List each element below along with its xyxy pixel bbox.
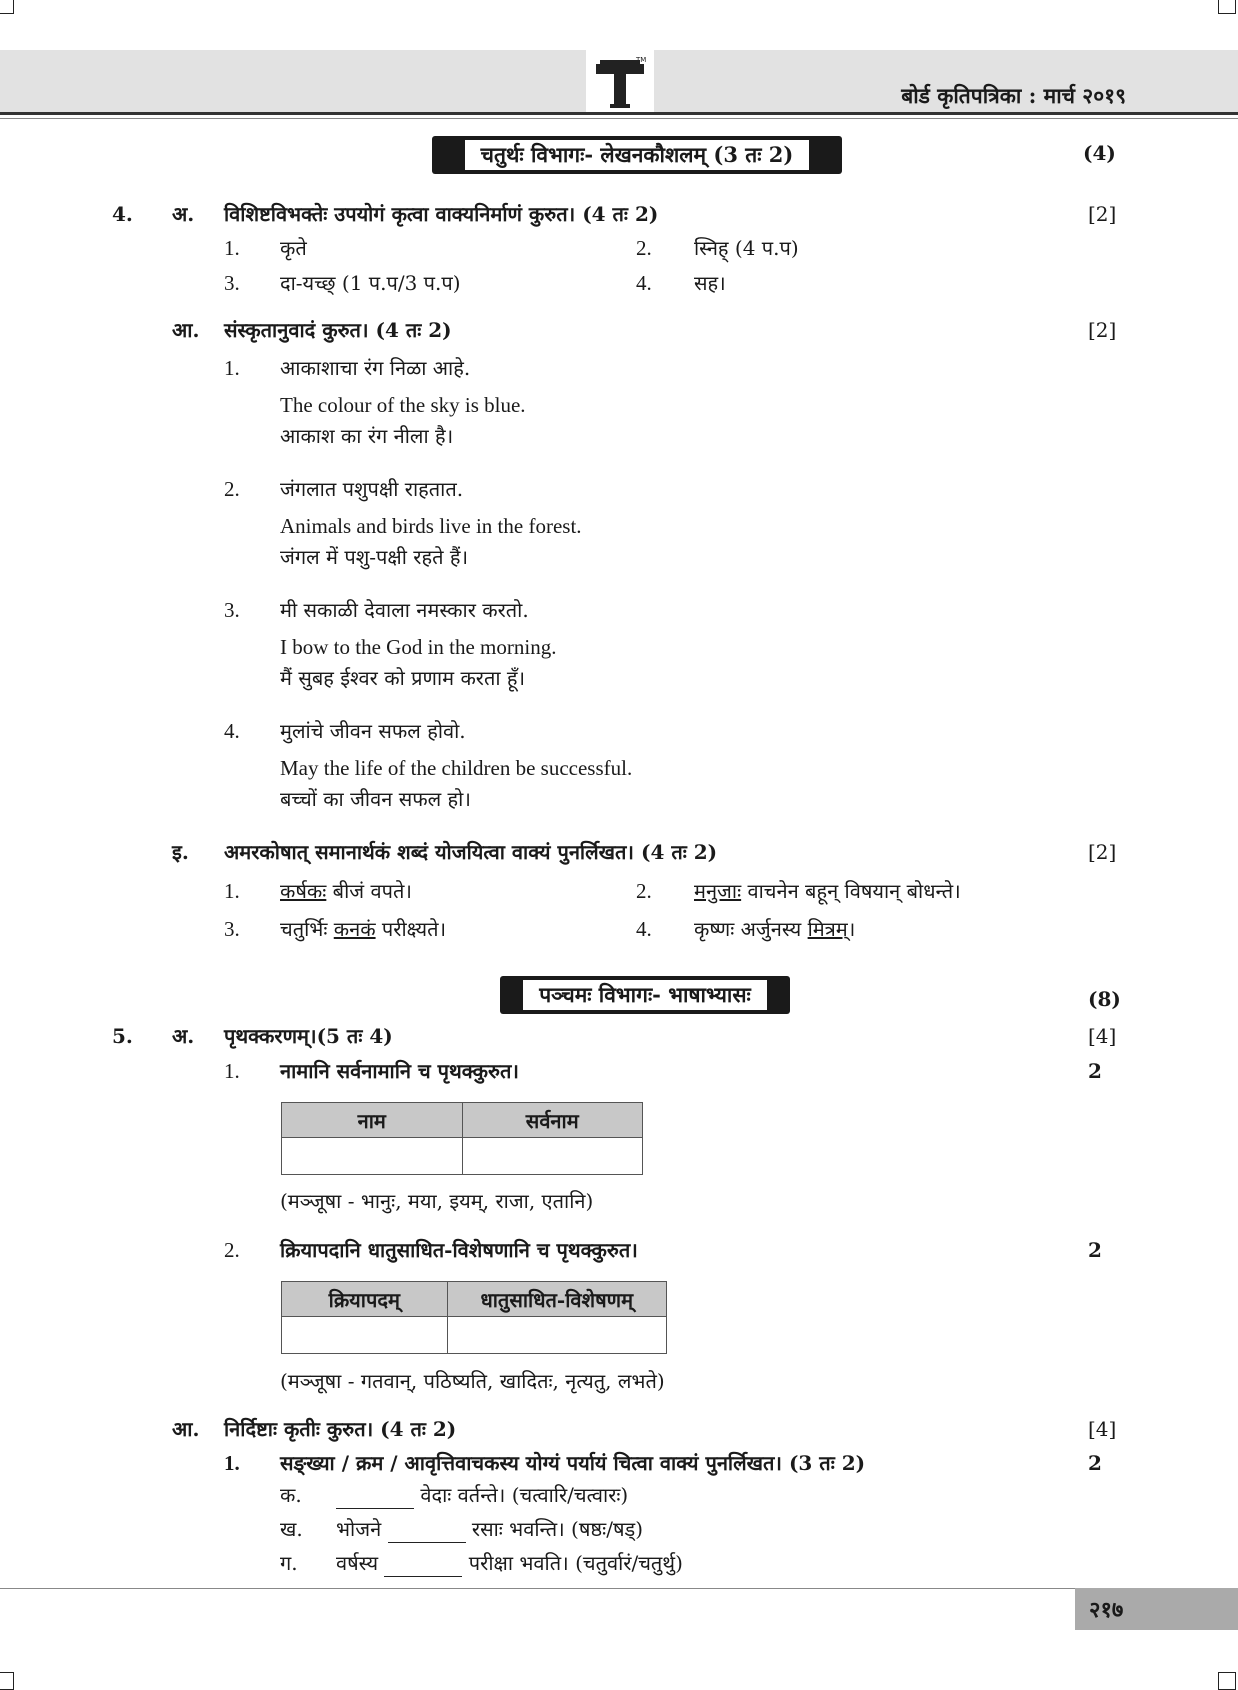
item-text: चतुर्भिः कनकं परीक्ष्यते। bbox=[280, 917, 447, 941]
word-box: (मञ्जूषा - गतवान्, पठिष्यति, खादितः, नृत्यतु, लभते) bbox=[280, 1369, 665, 1393]
item-number: 1. bbox=[224, 1059, 240, 1083]
item-title: क्रियापदानि धातुसाधित-विशेषणानि च पृथक्कुरुत। bbox=[280, 1238, 638, 1262]
item-marks: 2 bbox=[1088, 1238, 1102, 1262]
subquestion-label: अ. bbox=[172, 202, 195, 226]
item-number: 1. bbox=[224, 236, 240, 260]
publisher-logo bbox=[586, 50, 654, 112]
crop-mark bbox=[1218, 0, 1236, 14]
item-number: 1. bbox=[224, 879, 240, 903]
logo-t-icon bbox=[586, 50, 654, 112]
footer-rule bbox=[0, 1588, 1238, 1589]
page-number: २१७ bbox=[1075, 1588, 1238, 1630]
underlined-word: कर्षकः bbox=[280, 879, 327, 903]
item-number: 2. bbox=[636, 879, 652, 903]
subquestion-label: आ. bbox=[172, 318, 200, 342]
item-title: सङ्ख्या / क्रम / आवृत्तिवाचकस्य योग्यं पर्यायं चित्वा वाक्यं पुनर्लिखत। (3 तः 2) bbox=[280, 1451, 866, 1475]
item-text: कर्षकः बीजं वपते। bbox=[280, 879, 412, 903]
section-banner-label: पञ्चमः विभागः- भाषाभ्यासः bbox=[522, 979, 768, 1011]
hindi-translation: बच्चों का जीवन सफल हो। bbox=[280, 787, 471, 811]
english-translation: Animals and birds live in the forest. bbox=[280, 514, 582, 538]
subquestion-label: इ. bbox=[172, 840, 189, 864]
fill-sentence: वेदाः वर्तन्ते। (चत्वारि/चत्वारः) bbox=[336, 1482, 628, 1509]
english-translation: I bow to the God in the morning. bbox=[280, 635, 557, 659]
word-box: (मञ्जूषा - भानुः, मया, इयम्, राजा, एतानि) bbox=[280, 1189, 594, 1213]
hindi-translation: जंगल में पशु-पक्षी रहते हैं। bbox=[280, 545, 469, 569]
subquestion-title: संस्कृतानुवादं कुरुत। (4 तः 2) bbox=[224, 318, 452, 342]
item-marks: 2 bbox=[1088, 1059, 1102, 1083]
item-number: 1. bbox=[224, 1451, 240, 1475]
item-text: मनुजाः वाचनेन बहून् विषयान् बोधन्ते। bbox=[694, 879, 961, 903]
crop-mark bbox=[0, 0, 14, 14]
question-marks: [2] bbox=[1088, 202, 1117, 226]
subquestion-title: अमरकोषात् समानार्थकं शब्दं योजयित्वा वाक्यं पुनर्लिखत। (4 तः 2) bbox=[224, 840, 718, 864]
page-header-title: बोर्ड कृतिपत्रिका : मार्च २०१९ bbox=[901, 83, 1126, 108]
hindi-translation: आकाश का रंग नीला है। bbox=[280, 424, 454, 448]
item-number: 4. bbox=[636, 271, 652, 295]
answer-cell[interactable] bbox=[447, 1317, 666, 1354]
svg-text:TM: TM bbox=[636, 56, 647, 64]
subquestion-title: विशिष्टविभक्तेः उपयोगं कृत्वा वाक्यनिर्माणं कुरुत। (4 तः 2) bbox=[224, 202, 659, 226]
item-number: 2. bbox=[224, 477, 240, 501]
blank-slot[interactable] bbox=[384, 1550, 462, 1577]
subquestion-title: निर्दिष्टाः कृतीः कुरुत। (4 तः 2) bbox=[224, 1417, 457, 1441]
item-marks: 2 bbox=[1088, 1451, 1102, 1475]
marathi-sentence: जंगलात पशुपक्षी राहतात. bbox=[280, 477, 464, 501]
answer-cell[interactable] bbox=[282, 1317, 448, 1354]
hindi-translation: मैं सुबह ईश्वर को प्रणाम करता हूँ। bbox=[280, 666, 526, 690]
fill-label: ग. bbox=[280, 1551, 298, 1575]
crop-mark bbox=[1218, 1672, 1236, 1690]
item-number: 3. bbox=[224, 917, 240, 941]
header-rule bbox=[0, 112, 1238, 115]
fill-sentence: भोजने रसाः भवन्ति। (षष्ठः/षड्) bbox=[336, 1517, 644, 1541]
answer-cell[interactable] bbox=[282, 1138, 463, 1175]
item-text: दा-यच्छ् (1 प.प/3 प.प) bbox=[280, 271, 461, 295]
subquestion-label: आ. bbox=[172, 1417, 200, 1441]
table-header: क्रियापदम् bbox=[282, 1282, 448, 1317]
item-text: कृष्णः अर्जुनस्य मित्रम्। bbox=[694, 917, 856, 941]
english-translation: May the life of the children be successful. bbox=[280, 756, 633, 780]
marathi-sentence: आकाशाचा रंग निळा आहे. bbox=[280, 356, 471, 380]
item-number: 3. bbox=[224, 271, 240, 295]
item-text: सह। bbox=[694, 271, 726, 295]
section-marks: (8) bbox=[1088, 987, 1121, 1011]
table-header: धातुसाधित-विशेषणम् bbox=[447, 1282, 666, 1317]
fill-sentence: वर्षस्य परीक्षा भवति। (चतुर्वारं/चतुर्थु) bbox=[336, 1551, 683, 1575]
item-number: 2. bbox=[224, 1238, 240, 1262]
marathi-sentence: मी सकाळी देवाला नमस्कार करतो. bbox=[280, 598, 529, 622]
item-number: 1. bbox=[224, 356, 240, 380]
item-number: 4. bbox=[636, 917, 652, 941]
table-header: सर्वनाम bbox=[462, 1103, 643, 1138]
subquestion-title: पृथक्करणम्।(5 तः 4) bbox=[224, 1024, 393, 1048]
question-marks: [4] bbox=[1088, 1024, 1117, 1048]
question-number: 5. bbox=[112, 1024, 133, 1048]
marathi-sentence: मुलांचे जीवन सफल होवो. bbox=[280, 719, 466, 743]
item-text: कृते bbox=[280, 236, 307, 260]
underlined-word: कनकं bbox=[333, 917, 376, 941]
section-banner bbox=[432, 136, 842, 174]
item-number: 2. bbox=[636, 236, 652, 260]
answer-table bbox=[281, 1281, 667, 1354]
crop-mark bbox=[0, 1672, 14, 1690]
header-rule bbox=[0, 118, 1238, 119]
section-marks: (4) bbox=[1083, 141, 1116, 165]
fill-label: क. bbox=[280, 1483, 302, 1507]
blank-slot[interactable] bbox=[388, 1516, 466, 1543]
question-marks: [2] bbox=[1088, 840, 1117, 864]
item-title: नामानि सर्वनामानि च पृथक्कुरुत। bbox=[280, 1059, 519, 1083]
fill-label: ख. bbox=[280, 1517, 303, 1541]
question-number: 4. bbox=[112, 202, 133, 226]
item-number: 3. bbox=[224, 598, 240, 622]
subquestion-label: अ. bbox=[172, 1024, 195, 1048]
underlined-word: मनुजाः bbox=[694, 879, 742, 903]
table-header: नाम bbox=[282, 1103, 463, 1138]
question-marks: [2] bbox=[1088, 318, 1117, 342]
underlined-word: मित्रम् bbox=[807, 917, 848, 941]
answer-cell[interactable] bbox=[462, 1138, 643, 1175]
question-marks: [4] bbox=[1088, 1417, 1117, 1441]
item-text: स्निह् (4 प.प) bbox=[694, 236, 799, 260]
blank-slot[interactable] bbox=[336, 1482, 414, 1509]
answer-table bbox=[281, 1102, 643, 1175]
section-banner-label: चतुर्थः विभागः- लेखनकौशलम् (3 तः 2) bbox=[464, 139, 811, 171]
section-banner bbox=[500, 976, 790, 1014]
item-number: 4. bbox=[224, 719, 240, 743]
english-translation: The colour of the sky is blue. bbox=[280, 393, 526, 417]
